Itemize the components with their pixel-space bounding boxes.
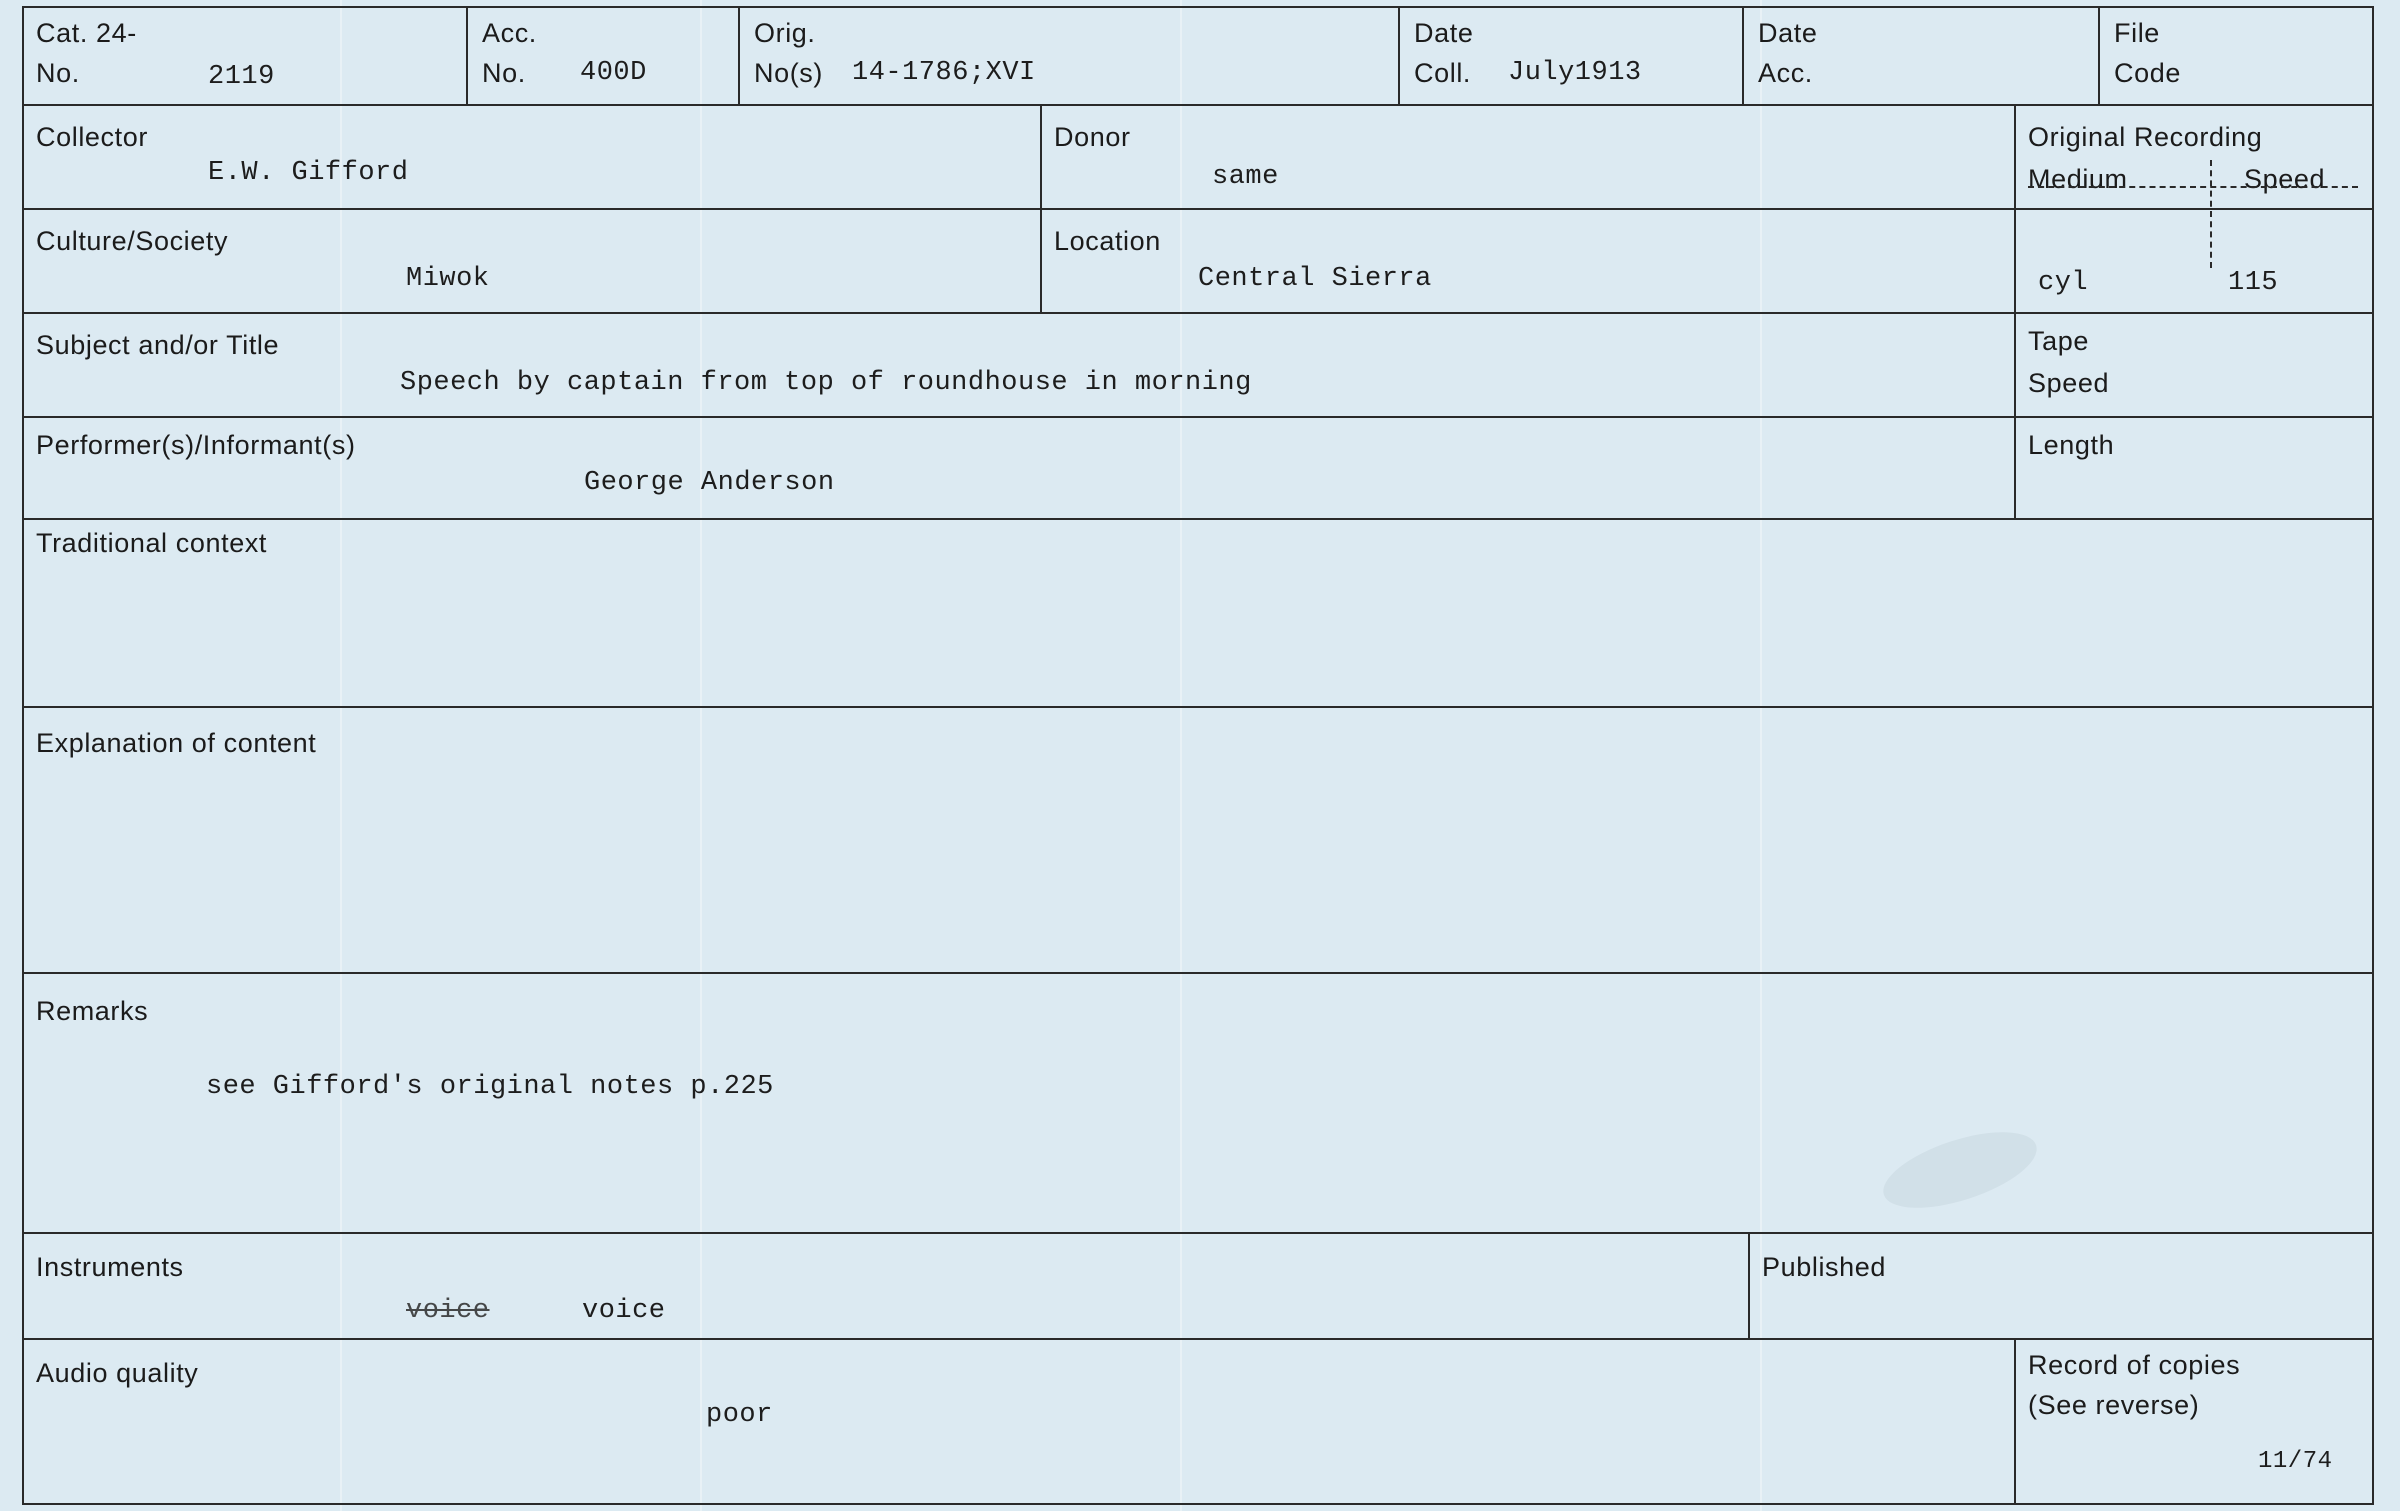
orig-nos-value: 14-1786;XVI: [852, 58, 1036, 88]
cat-no-label-line2: No.: [36, 58, 80, 88]
row3-bottom-rule: [22, 312, 2374, 314]
row3-div-2: [2014, 208, 2016, 312]
paper-streak: [1760, 0, 1762, 1511]
tape-speed-label-line1: Tape: [2028, 326, 2089, 356]
border-right: [2372, 6, 2374, 1505]
row1-div-1: [466, 6, 468, 104]
row5-bottom-rule: [22, 518, 2374, 520]
orig-nos-label-line1: Orig.: [754, 18, 816, 48]
date-coll-label-line1: Date: [1414, 18, 1474, 48]
published-label: Published: [1762, 1252, 1886, 1282]
explanation-of-content-label: Explanation of content: [36, 728, 317, 758]
paper-streak: [700, 0, 702, 1511]
file-code-label-line2: Code: [2114, 58, 2181, 88]
row2-bottom-rule: [22, 208, 2374, 210]
traditional-context-label: Traditional context: [36, 528, 268, 558]
record-of-copies-value: 11/74: [2258, 1448, 2333, 1475]
date-acc-label-line1: Date: [1758, 18, 1818, 48]
donor-value: same: [1212, 162, 1279, 192]
original-recording-label: Original Recording: [2028, 122, 2263, 152]
row10-div-1: [2014, 1338, 2016, 1505]
culture-society-label: Culture/Society: [36, 226, 229, 256]
cat-no-value: 2119: [208, 62, 275, 92]
record-of-copies-label-line2: (See reverse): [2028, 1390, 2200, 1420]
row1-div-2: [738, 6, 740, 104]
row3-div-1: [1040, 208, 1042, 312]
original-recording-medium-label: Medium: [2028, 164, 2128, 194]
row4-bottom-rule: [22, 416, 2374, 418]
row8-bottom-rule: [22, 1232, 2374, 1234]
row5-div-1: [2014, 416, 2016, 518]
instruments-label: Instruments: [36, 1252, 184, 1282]
border-left: [22, 6, 24, 1505]
subject-title-value: Speech by captain from top of roundhouse in morning: [400, 368, 1252, 398]
record-of-copies-label-line1: Record of copies: [2028, 1350, 2241, 1380]
collector-value: E.W. Gifford: [208, 158, 409, 188]
acc-no-label-line1: Acc.: [482, 18, 537, 48]
border-bottom: [22, 1503, 2374, 1505]
row1-div-4: [1742, 6, 1744, 104]
location-value: Central Sierra: [1198, 264, 1432, 294]
original-recording-dash-rule: [2028, 186, 2358, 188]
location-label: Location: [1054, 226, 1161, 256]
remarks-label: Remarks: [36, 996, 149, 1026]
date-coll-label-line2: Coll.: [1414, 58, 1472, 88]
date-acc-label-line2: Acc.: [1758, 58, 1813, 88]
audio-quality-value: poor: [706, 1400, 773, 1430]
row6-bottom-rule: [22, 706, 2374, 708]
remarks-value: see Gifford's original notes p.225: [206, 1072, 774, 1102]
paper-smudge: [1875, 1117, 2046, 1224]
culture-society-value: Miwok: [406, 264, 490, 294]
row4-div-1: [2014, 312, 2016, 416]
cat-no-label-line1: Cat. 24-: [36, 18, 137, 48]
row1-div-3: [1398, 6, 1400, 104]
date-coll-value: July1913: [1508, 58, 1642, 88]
audio-quality-label: Audio quality: [36, 1358, 199, 1388]
original-recording-medium-value: cyl: [2038, 268, 2089, 298]
performers-value: George Anderson: [584, 468, 835, 498]
paper-streak: [340, 0, 342, 1511]
file-code-label-line1: File: [2114, 18, 2160, 48]
collector-label: Collector: [36, 122, 148, 152]
original-recording-dash-divider: [2210, 160, 2212, 268]
performers-label: Performer(s)/Informant(s): [36, 430, 356, 460]
instruments-struck-value: voice: [406, 1296, 490, 1326]
subject-title-label: Subject and/or Title: [36, 330, 280, 360]
original-recording-speed-value: 115: [2228, 268, 2279, 298]
donor-label: Donor: [1054, 122, 1131, 152]
row9-bottom-rule: [22, 1338, 2374, 1340]
row1-div-5: [2098, 6, 2100, 104]
length-label: Length: [2028, 430, 2115, 460]
row7-bottom-rule: [22, 972, 2374, 974]
original-recording-speed-label: Speed: [2244, 164, 2326, 194]
paper-streak: [1180, 0, 1182, 1511]
border-top: [22, 6, 2374, 8]
instruments-value: voice: [582, 1296, 666, 1326]
orig-nos-label-line2: No(s): [754, 58, 823, 88]
acc-no-label-line2: No.: [482, 58, 526, 88]
row2-div-2: [2014, 104, 2016, 208]
row2-div-1: [1040, 104, 1042, 208]
acc-no-value: 400D: [580, 58, 647, 88]
tape-speed-label-line2: Speed: [2028, 368, 2110, 398]
row1-bottom-rule: [22, 104, 2374, 106]
